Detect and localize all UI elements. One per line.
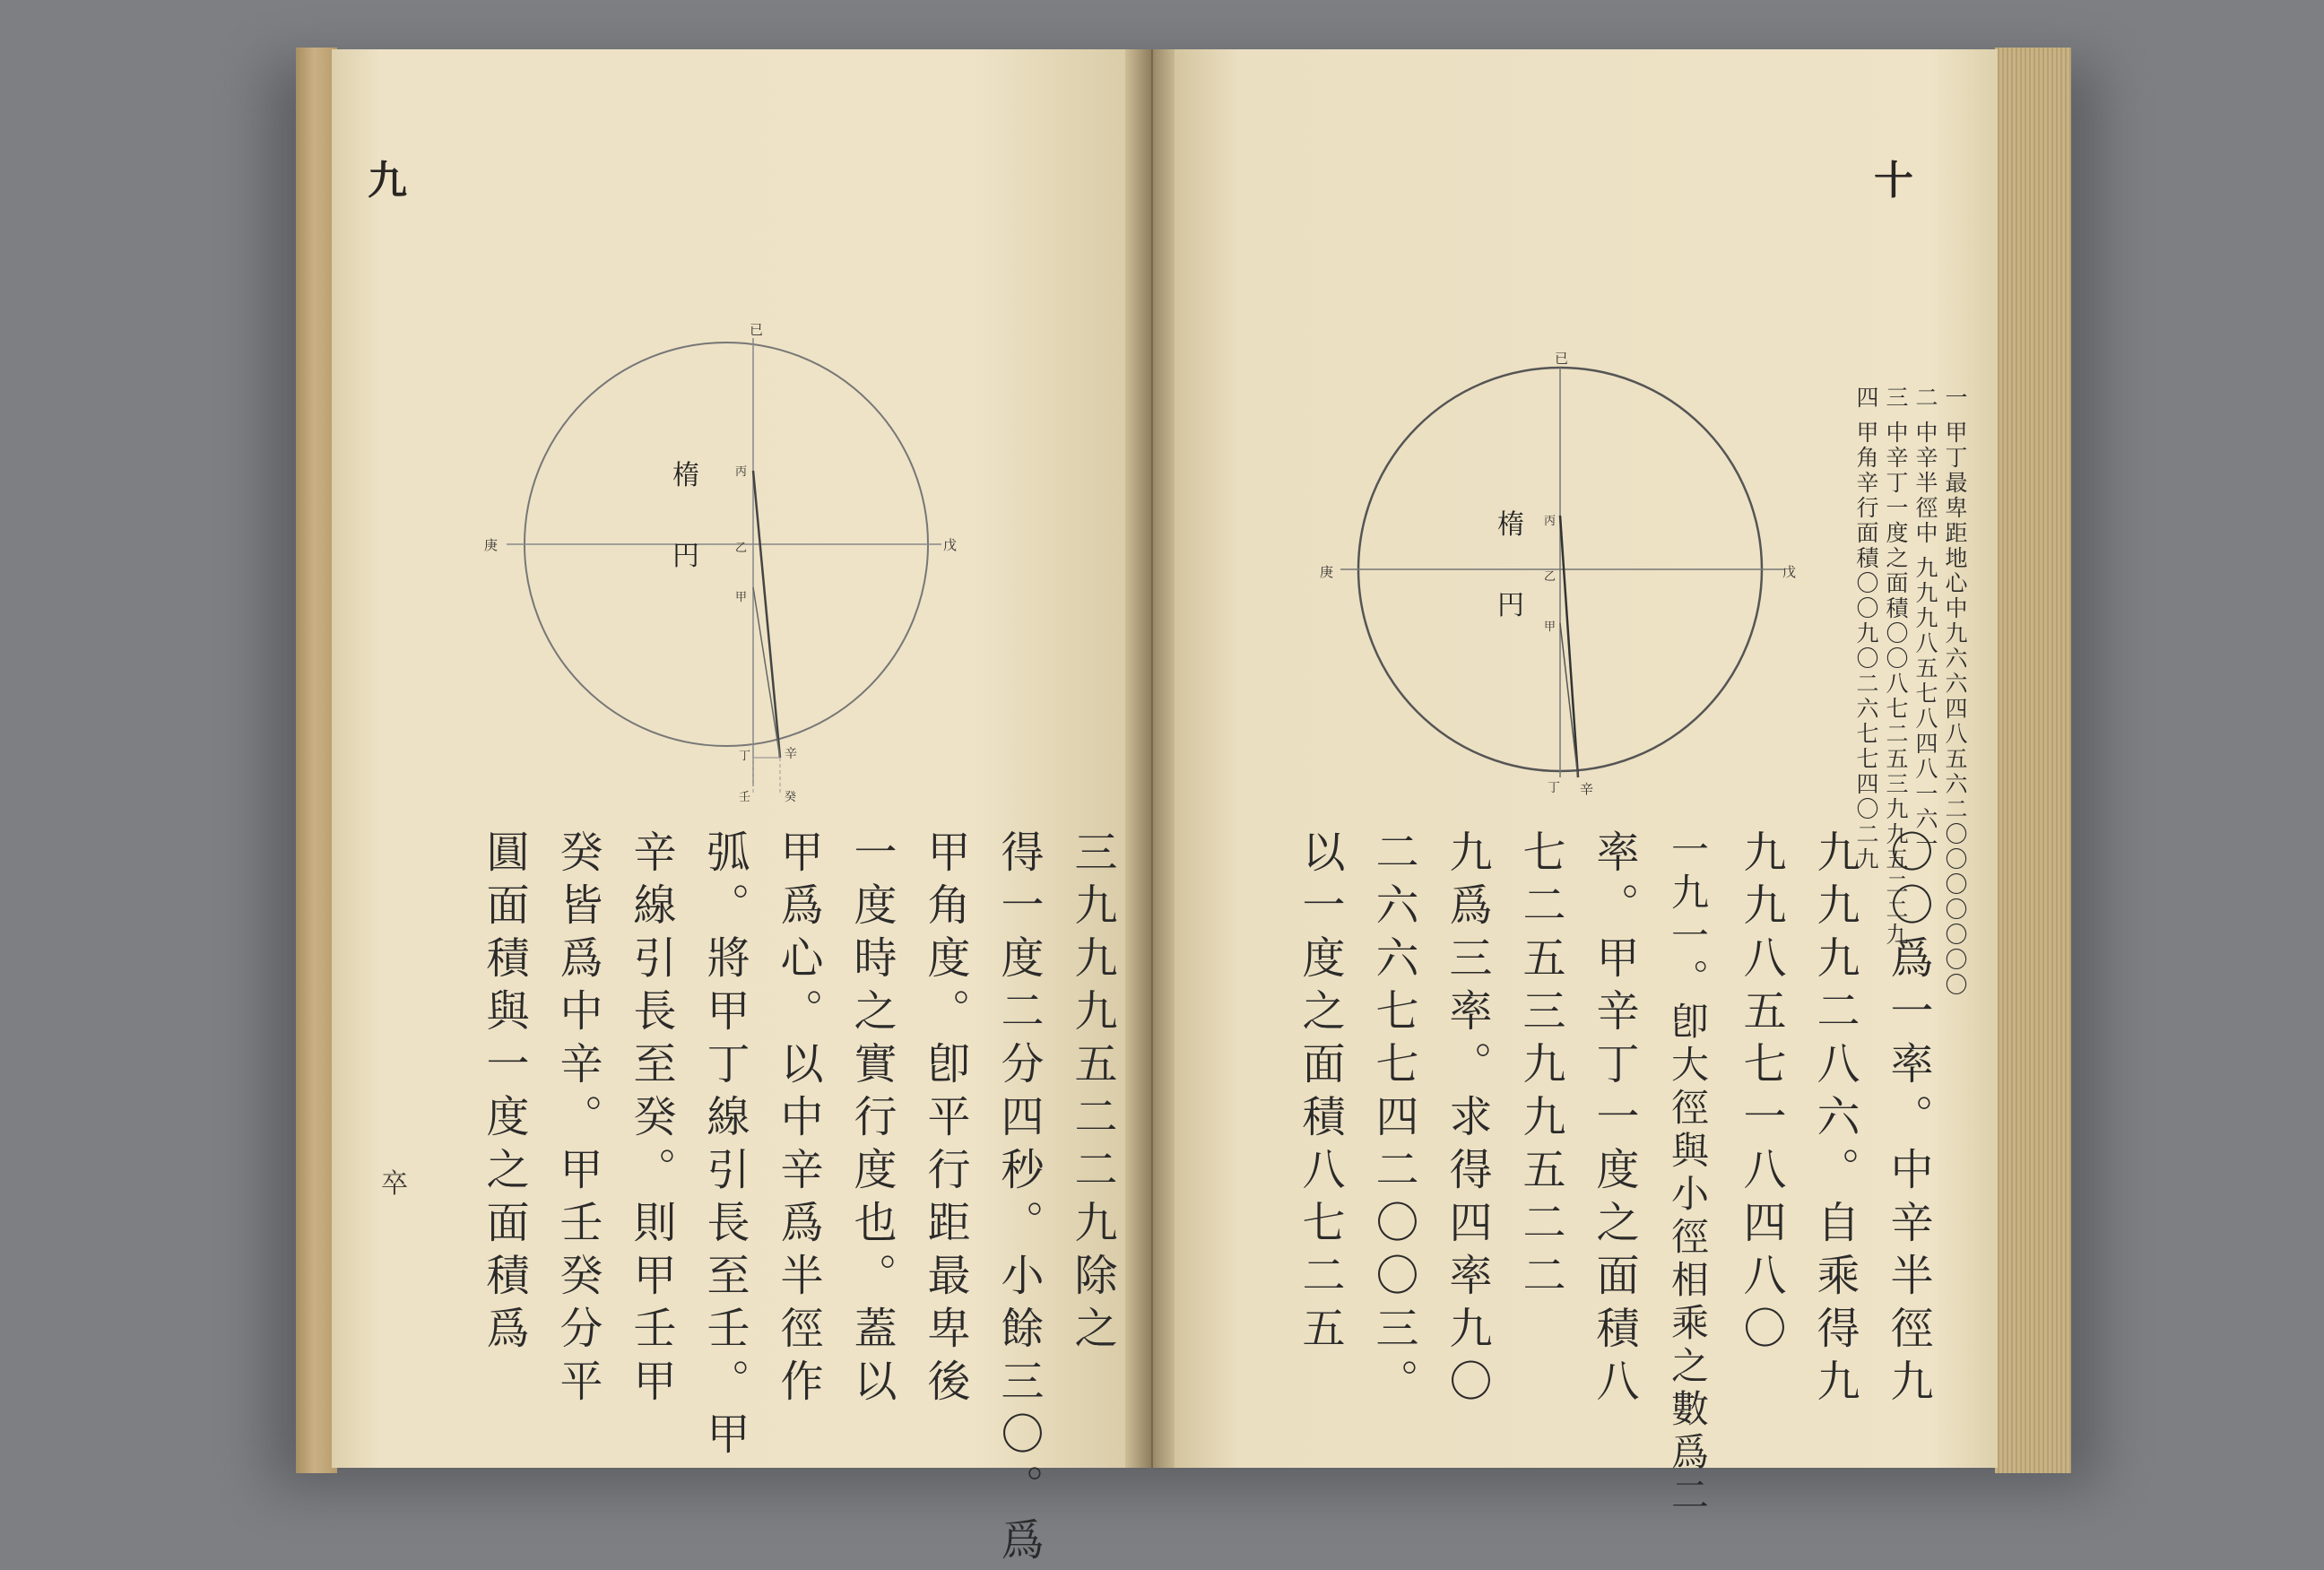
- left-text-column-1: 三九九九五二二九除之: [1067, 829, 1117, 1358]
- left-diagram-title-1: 楕: [672, 460, 699, 491]
- right-diagram-title-1: 楕: [1497, 509, 1524, 541]
- right-page-number: 十: [1874, 158, 1913, 204]
- left-text-column-2: 得一度二分四秒。小餘三〇。爲: [993, 829, 1044, 1570]
- left-text-column-7: 辛線引長至癸。則甲壬甲: [626, 829, 676, 1411]
- left-label-center: 乙: [735, 542, 748, 555]
- right-text-column-6: 七二五三九九五二二: [1515, 829, 1565, 1305]
- right-text-column-9: 以一度之面積八七二五: [1295, 829, 1345, 1358]
- right-label-top: 已: [1555, 351, 1569, 367]
- right-note-4: 四 甲角辛行面積〇〇九〇二六七七四〇二九: [1853, 386, 1879, 872]
- book-gutter: [1125, 49, 1179, 1468]
- right-note-1: 一 甲丁最卑距地心中九六六四八五六二〇〇〇〇〇〇〇: [1942, 386, 1968, 998]
- right-label-bottom-right: 辛: [1580, 781, 1594, 797]
- right-text-column-8: 二六六七七四二〇〇三。: [1368, 829, 1418, 1411]
- right-diagram-title-2: 円: [1497, 590, 1524, 621]
- right-text-column-7: 九爲三率。求得四率九〇: [1442, 829, 1492, 1411]
- left-page-footer: 卒: [381, 1168, 408, 1200]
- right-label-upper-mid: 丙: [1544, 515, 1557, 528]
- right-note-2: 二 中辛半徑中 九九九八五七八四八一六一: [1912, 386, 1938, 857]
- right-label-right: 戊: [1782, 564, 1797, 580]
- left-label-bottom-left: 丁: [739, 750, 751, 763]
- left-text-column-5: 甲爲心。以中辛爲半徑作: [773, 829, 823, 1411]
- right-page: [1175, 49, 1998, 1518]
- right-label-center: 乙: [1544, 570, 1557, 584]
- left-text-column-8: 癸皆爲中辛。甲壬癸分平: [552, 829, 603, 1411]
- right-label-lower-mid: 甲: [1544, 620, 1557, 634]
- right-text-column-5: 率。甲辛丁一度之面積八: [1589, 829, 1639, 1411]
- book-fore-edge-right: [1995, 48, 2071, 1473]
- left-label-upper-mid: 丙: [735, 465, 748, 479]
- left-text-column-3: 甲角度。卽平行距最卑後: [920, 829, 970, 1411]
- right-text-column-3: 九九八五七一八四八〇: [1736, 829, 1786, 1358]
- left-label-right: 戊: [943, 537, 958, 553]
- right-text-column-1: 〇〇爲一率。中辛半徑九: [1883, 829, 1933, 1411]
- open-book: [296, 40, 2071, 1570]
- right-label-bottom-left: 丁: [1548, 781, 1560, 795]
- left-label-top: 已: [750, 322, 764, 338]
- left-label-extra-right: 癸: [785, 791, 797, 804]
- left-label-extra-left: 壬: [739, 791, 751, 804]
- right-text-column-4: 一九一。卽大徑與小徑相乘之數爲二: [1666, 829, 1710, 1518]
- left-diagram-title-2: 円: [672, 541, 699, 572]
- left-text-column-9: 圓面積與一度之面積爲: [479, 829, 529, 1358]
- left-page: [332, 49, 1134, 1570]
- right-label-left: 庚: [1320, 564, 1334, 580]
- left-label-lower-mid: 甲: [735, 591, 748, 604]
- right-note-3: 三 中辛丁一度之面積〇〇八七二五三九九五二二九: [1883, 386, 1909, 948]
- left-label-bottom-right: 辛: [785, 747, 797, 761]
- left-text-column-6: 弧。將甲丁線引長至壬。甲: [699, 829, 750, 1464]
- left-text-column-4: 一度時之實行度也。蓋以: [846, 829, 897, 1411]
- left-page-number: 九: [368, 158, 407, 204]
- left-label-left: 庚: [484, 537, 499, 553]
- right-text-column-2: 九九九二八六。自乘得九: [1809, 829, 1860, 1411]
